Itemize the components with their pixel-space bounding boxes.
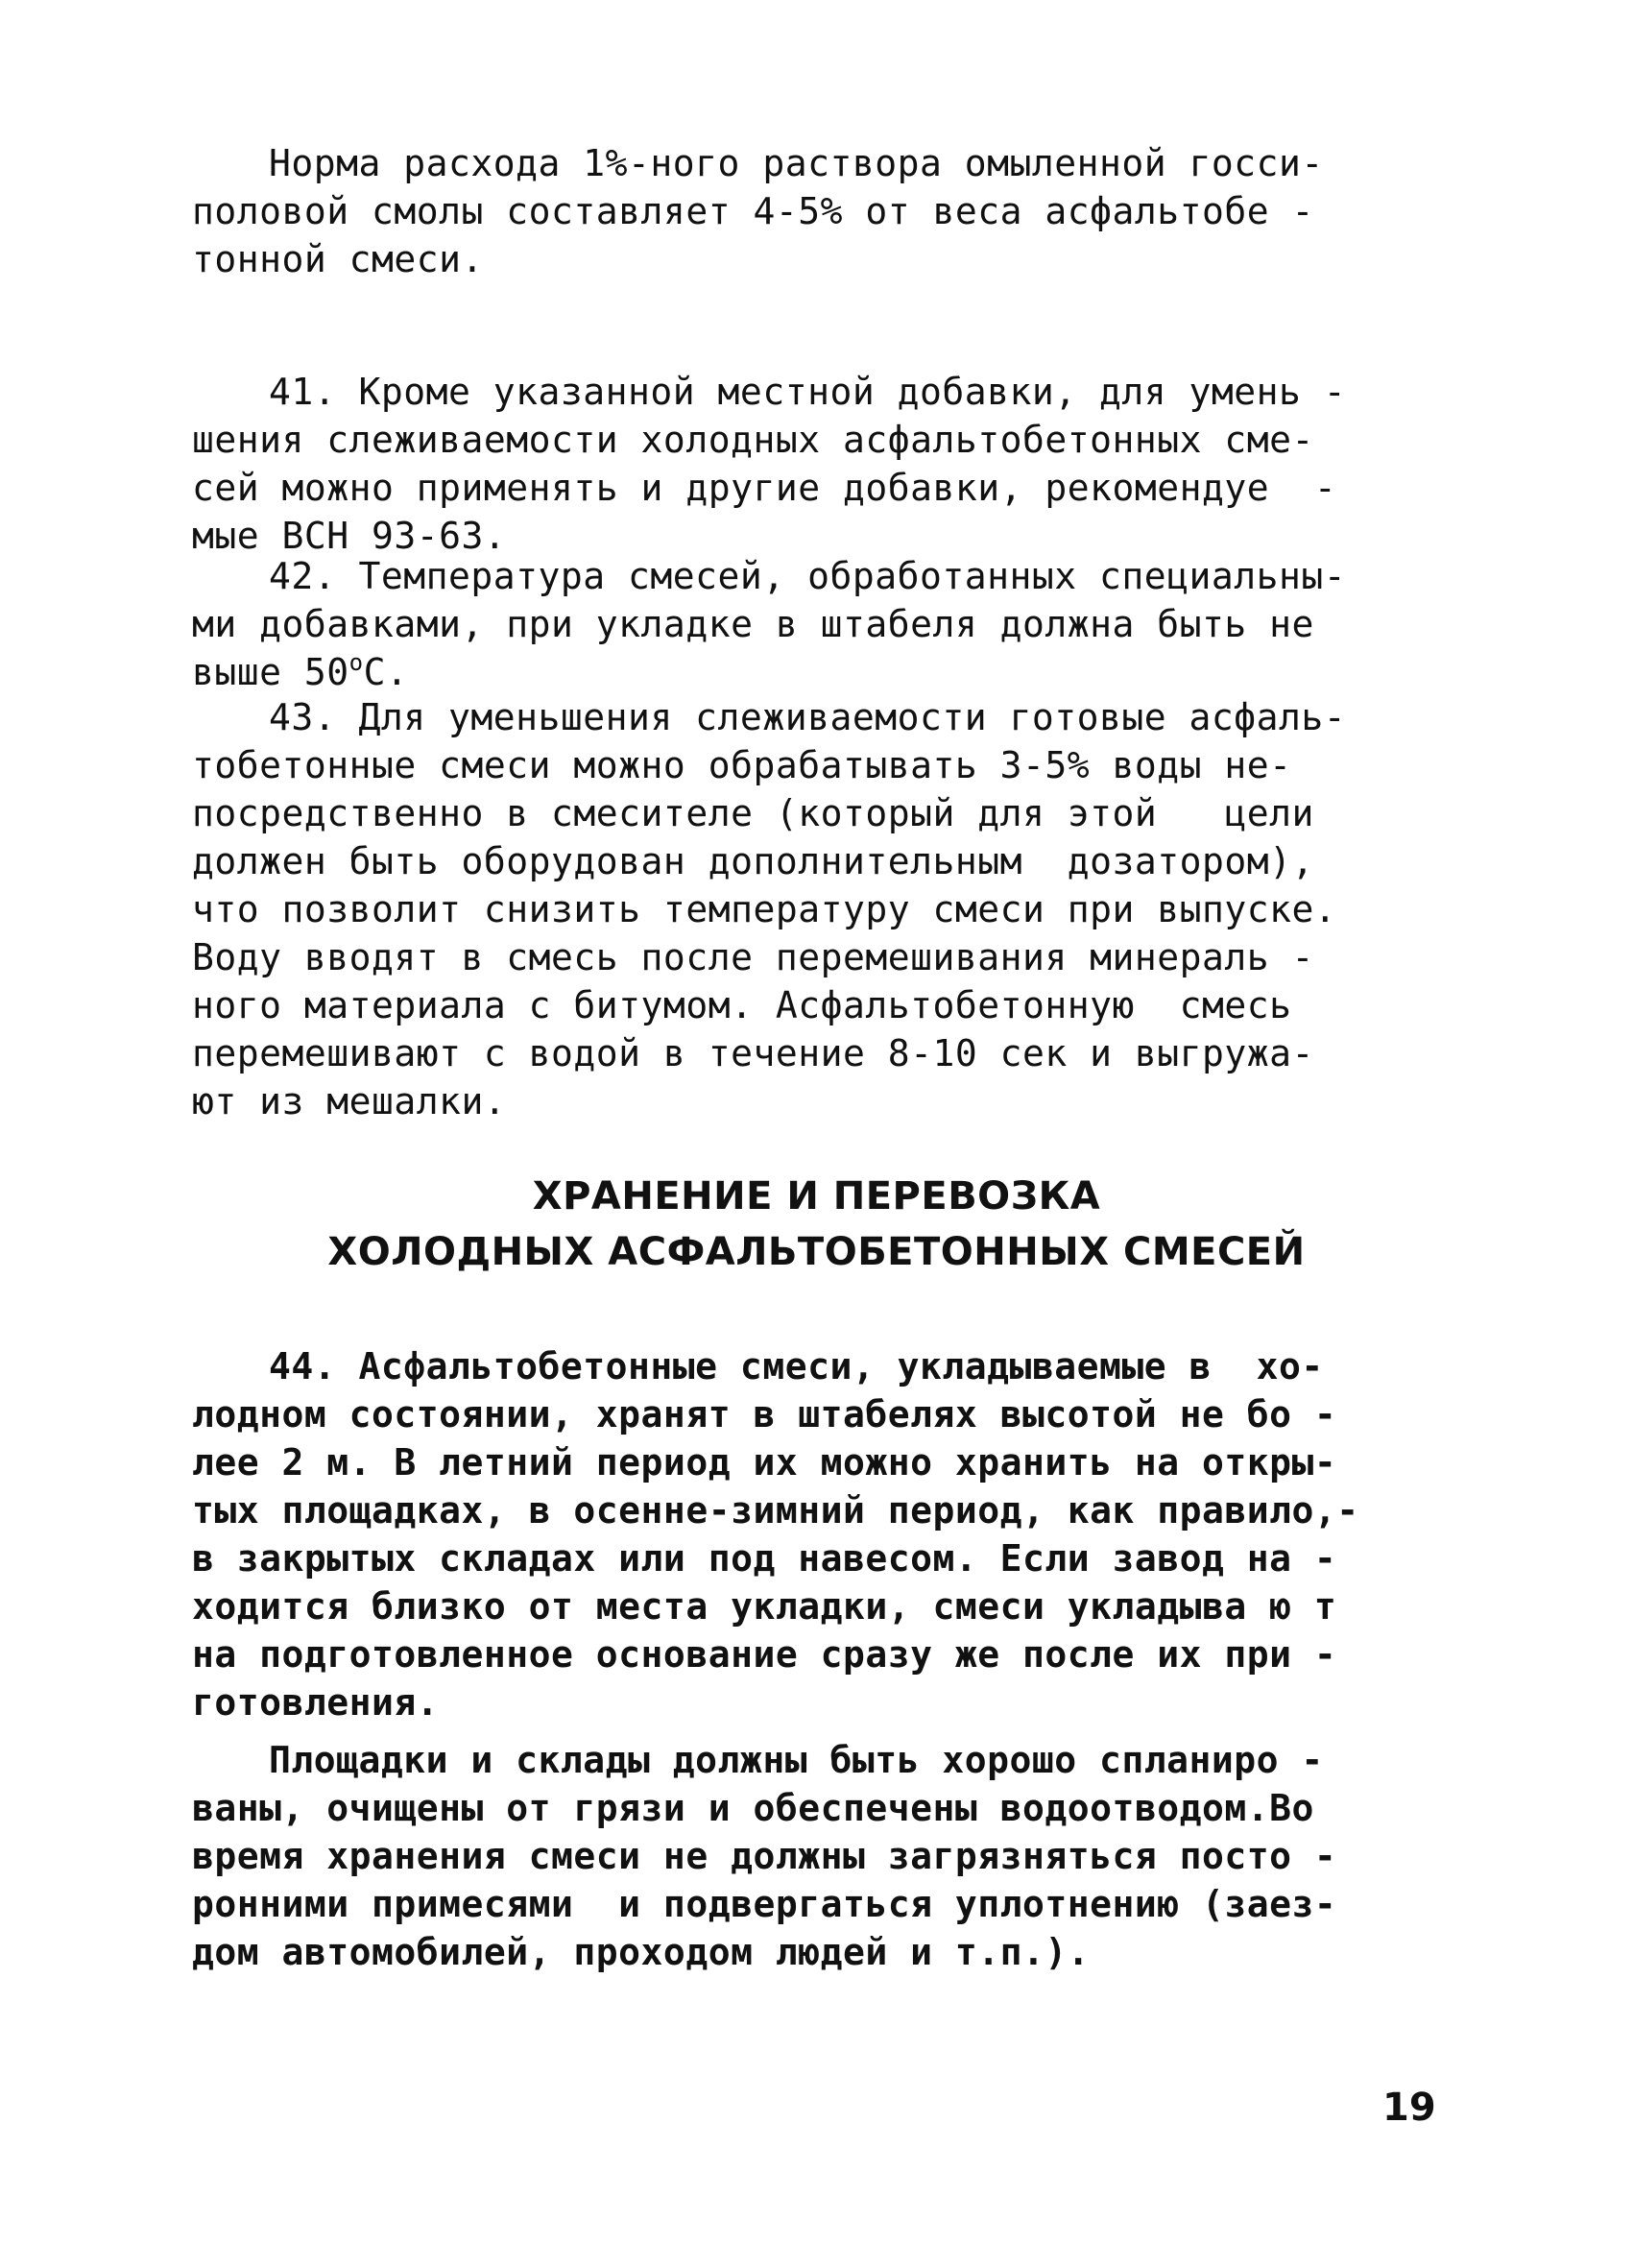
text-line: должен быть оборудован дополнительным дозатором), — [192, 840, 1314, 882]
text-line: мые ВСН 93-63. — [192, 515, 507, 557]
text-line: что позволит снизить температуру смеси при выпуске. — [192, 888, 1337, 930]
text-line: Норма расхода 1%-ного раствора омыленной госси- — [269, 142, 1324, 184]
text-line: 43. Для уменьшения слеживаемости готовые асфаль- — [269, 696, 1347, 738]
text-line: 42. Температура смесей, обработанных специальны- — [269, 555, 1347, 597]
text-line: Воду вводят в смесь после перемешивания минераль - — [192, 936, 1314, 978]
text-line: на подготовленное основание сразу же после их при - — [192, 1633, 1337, 1676]
paragraph-item-43 — [192, 693, 1440, 1125]
section-heading-line-1: ХРАНЕНИЕ И ПЕРЕВОЗКА — [532, 1174, 1101, 1218]
text-line: ронними примесями и подвергаться уплотнению (заез- — [192, 1883, 1337, 1925]
section-heading-line-2: ХОЛОДНЫХ АСФАЛЬТОБЕТОННЫХ СМЕСЕЙ — [327, 1230, 1306, 1274]
text-line: ваны, очищены от грязи и обеспечены водоотводом.Во — [192, 1787, 1314, 1829]
paragraph-item-42 — [192, 552, 1440, 696]
paragraph-item-41 — [192, 368, 1440, 560]
paragraph-storage — [192, 1736, 1440, 1976]
paragraph-intro — [192, 139, 1440, 283]
text-line: дом автомобилей, проходом людей и т.п.). — [192, 1931, 1091, 1973]
text-line: готовления. — [192, 1681, 440, 1724]
section-heading — [0, 1169, 1633, 1280]
text-line: ми добавками, при укладке в штабеля должна быть не — [192, 603, 1314, 645]
text-line: посредственно в смесителе (который для этой цели — [192, 792, 1314, 834]
text-line: время хранения смеси не должны загрязняться посто - — [192, 1835, 1337, 1877]
text-line: лодном состоянии, хранят в штабелях высотой не бо - — [192, 1393, 1337, 1436]
text-line: ного материала с битумом. Асфальтобетонную смесь — [192, 984, 1292, 1026]
text-line: 44. Асфальтобетонные смеси, укладываемые в хо- — [269, 1345, 1324, 1387]
text-line: сей можно применять и другие добавки, рекомендуе - — [192, 467, 1337, 509]
paragraph-item-44 — [192, 1342, 1440, 1726]
text-line: перемешивают с водой в течение 8-10 сек и выгружа- — [192, 1032, 1314, 1074]
text-line: тонной смеси. — [192, 238, 484, 280]
temperature-suffix: С. — [363, 651, 409, 693]
text-line: 41. Кроме указанной местной добавки, для умень - — [269, 371, 1347, 413]
text-line: лее 2 м. В летний период их можно хранить на откры- — [192, 1441, 1337, 1484]
text-line: половой смолы составляет 4-5% от веса асфальтобе - — [192, 190, 1314, 232]
text-line: Площадки и склады должны быть хорошо спланиро - — [269, 1739, 1324, 1781]
text-line: шения слеживаемости холодных асфальтобетонных сме- — [192, 419, 1314, 461]
temperature-prefix: выше 50 — [192, 651, 349, 693]
text-line: тобетонные смеси можно обрабатывать 3-5% воды не- — [192, 744, 1292, 786]
page-number: 19 — [1382, 2086, 1436, 2130]
text-line: в закрытых складах или под навесом. Если завод на - — [192, 1537, 1337, 1580]
text-line: ют из мешалки. — [192, 1080, 507, 1122]
degree-superscript: о — [348, 649, 364, 676]
text-line — [192, 648, 1440, 696]
text-line: ходится близко от места укладки, смеси укладыва ю т — [192, 1585, 1337, 1628]
text-line: тых площадках, в осенне-зимний период, как правило,- — [192, 1489, 1359, 1532]
